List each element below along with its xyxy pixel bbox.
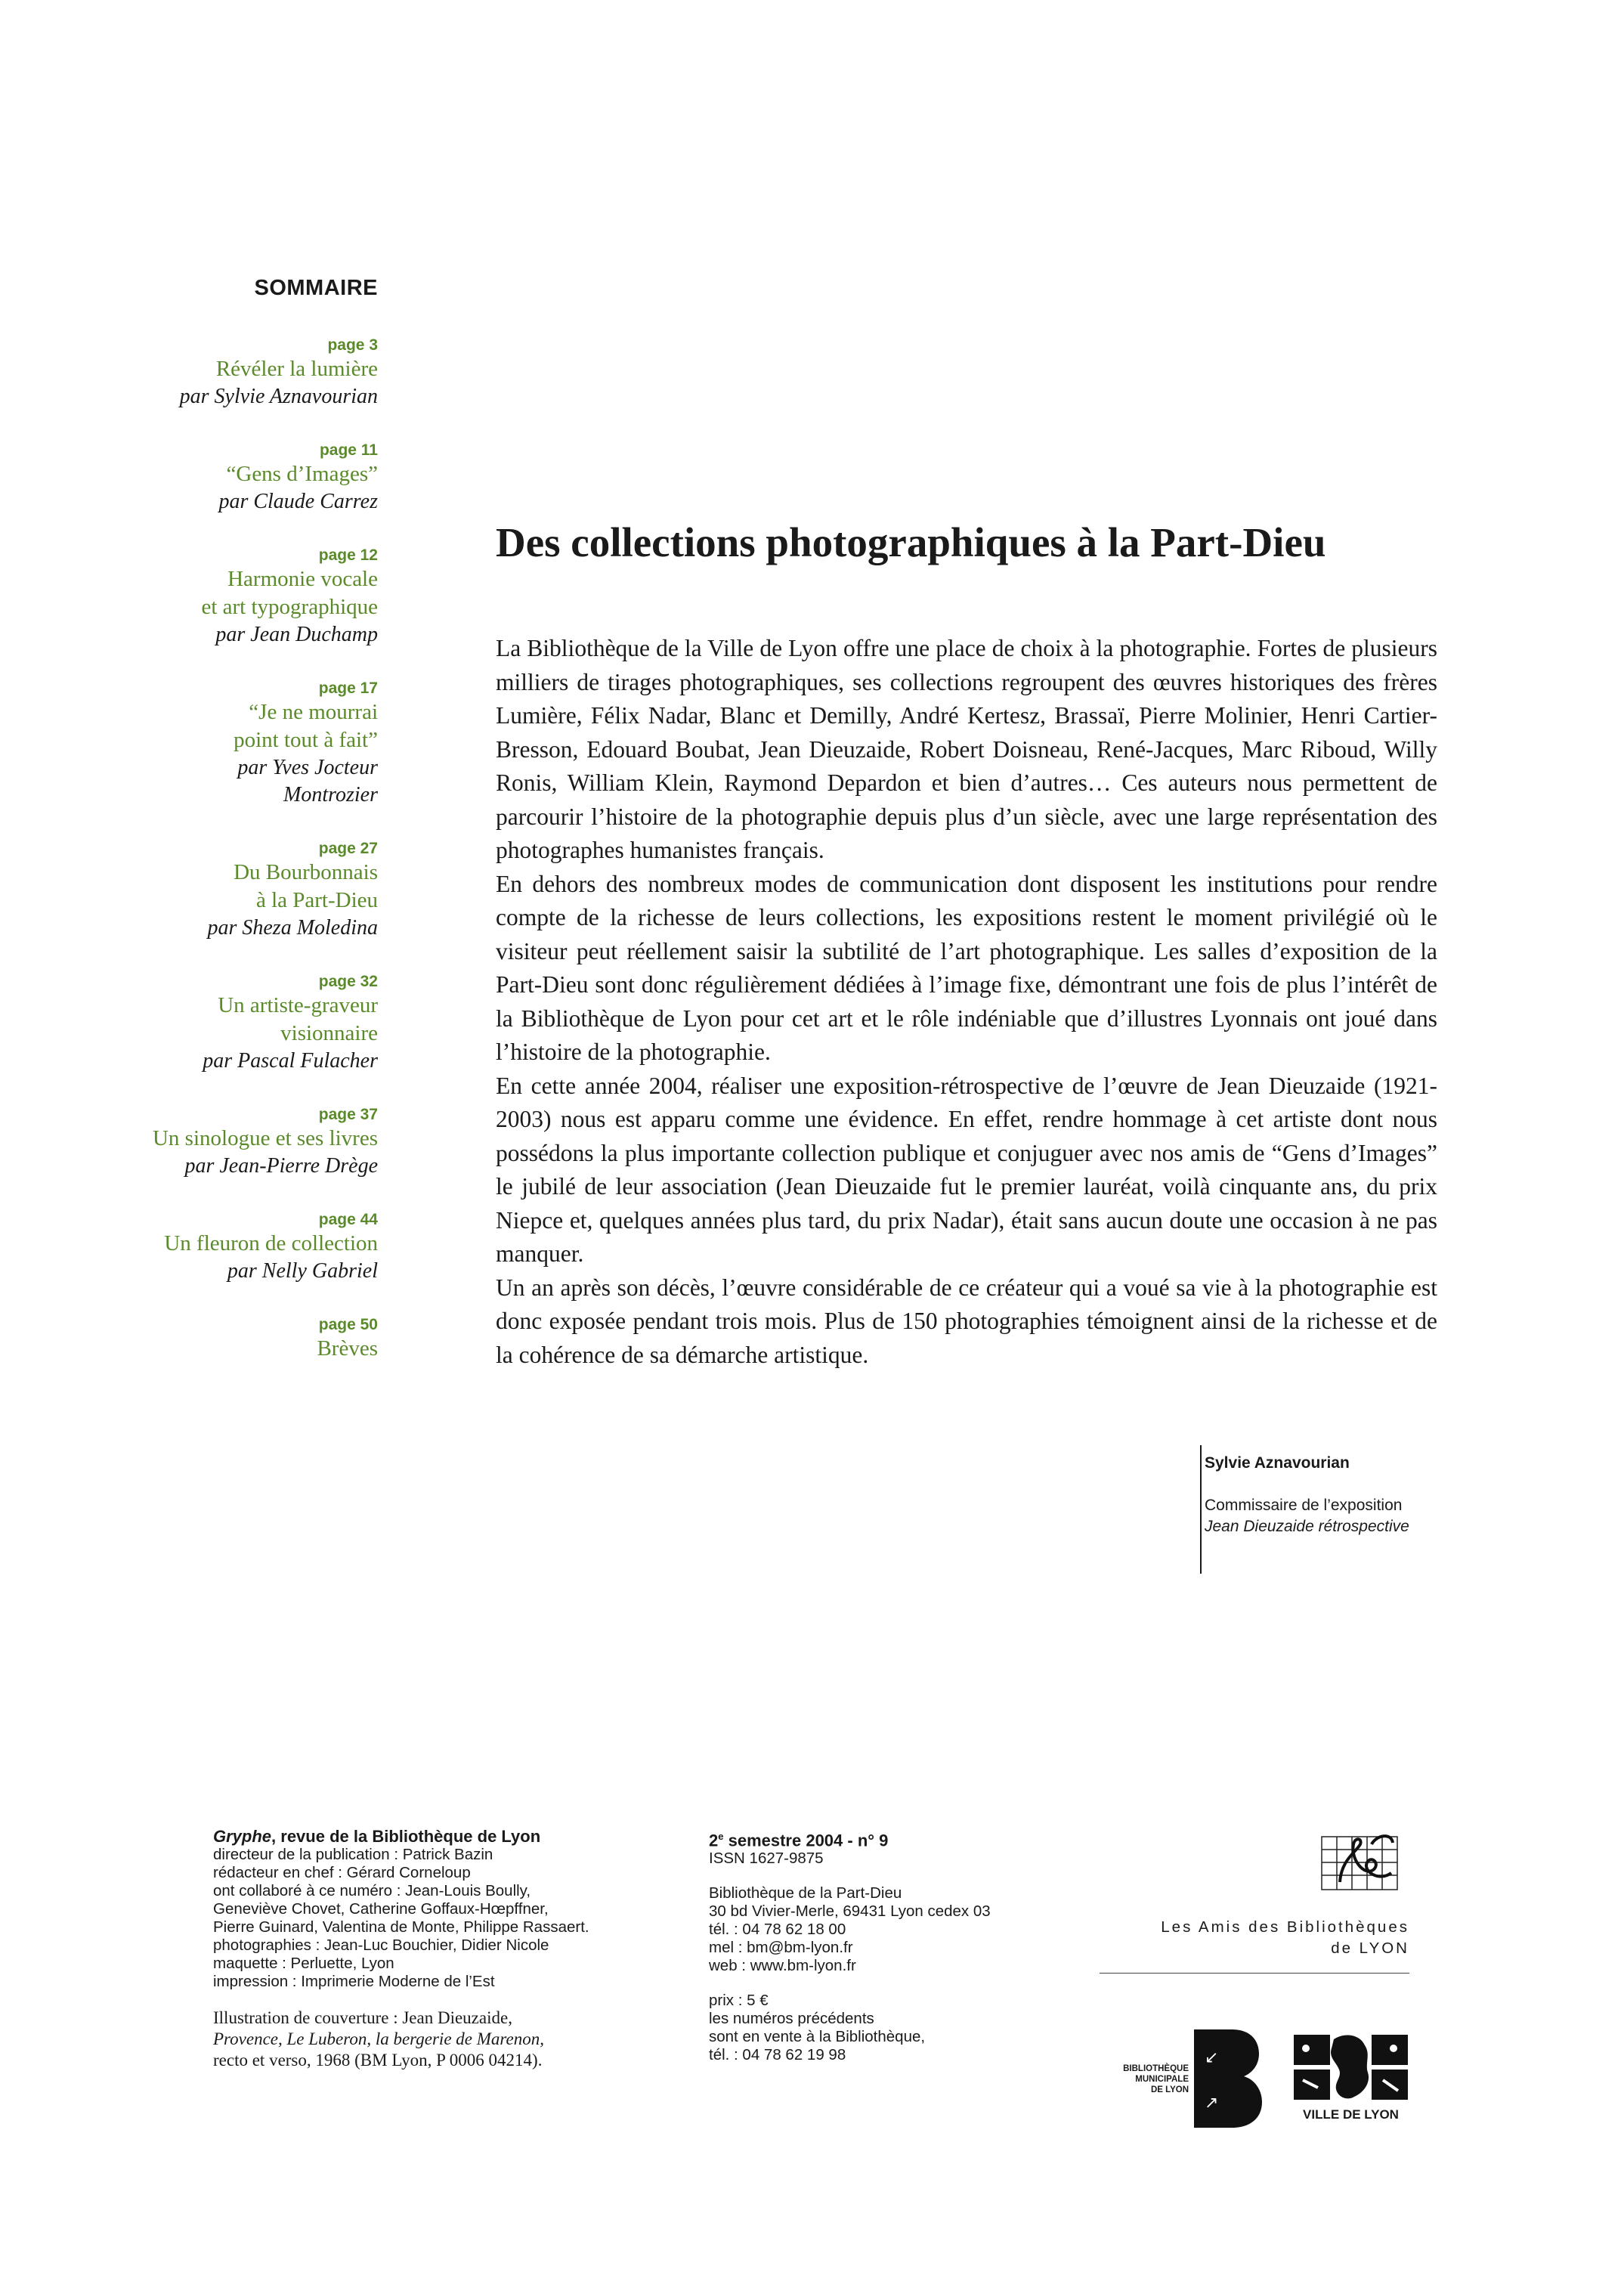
toc-page-number: page 11 <box>319 441 378 459</box>
credit-line: photographies : Jean-Luc Bouchier, Didier Nicole <box>213 1936 549 1954</box>
cover-credit <box>213 2008 651 2071</box>
article-body <box>496 632 1437 1372</box>
price-line: les numéros précédents <box>709 2010 874 2028</box>
price-line: prix : 5 € <box>709 1992 769 2010</box>
toc-entry[interactable] <box>98 839 378 942</box>
journal-name: Gryphe <box>213 1827 272 1846</box>
toc-title: Un artiste-graveur <box>218 993 378 1017</box>
toc-page-number: page 17 <box>318 680 378 697</box>
bm-name-line: DE LYON <box>1150 2085 1189 2094</box>
toc-title: point tout à fait” <box>234 728 378 752</box>
toc-entry[interactable] <box>98 441 378 515</box>
ville-de-lyon-logo <box>1292 2032 1413 2130</box>
toc-author: par Jean Duchamp <box>215 623 378 646</box>
toc-entry[interactable] <box>98 1105 378 1180</box>
bm-name <box>1096 2063 1189 2095</box>
credit-line: Geneviève Chovet, Catherine Goffaux-Hœpffner, <box>213 1900 549 1918</box>
toc-author: par Sylvie Aznavourian <box>179 385 378 408</box>
toc-page-number: page 3 <box>327 336 378 354</box>
svg-text:↙: ↙ <box>1205 2048 1219 2067</box>
toc-title: Un sinologue et ses livres <box>152 1126 378 1150</box>
toc-title: visionnaire <box>280 1021 378 1045</box>
journal-subtitle: , revue de la Bibliothèque de Lyon <box>271 1827 541 1846</box>
toc-author: par Sheza Moledina <box>207 916 378 940</box>
credit-line: ont collaboré à ce numéro : Jean-Louis Boully, <box>213 1882 531 1899</box>
toc-page-number: page 32 <box>318 973 378 990</box>
issue-semester-rest: semestre 2004 - n° 9 <box>723 1831 889 1850</box>
toc-author: par Nelly Gabriel <box>227 1259 378 1283</box>
signature-name: Sylvie Aznavourian <box>1205 1454 1350 1472</box>
address-line: 30 bd Vivier-Merle, 69431 Lyon cedex 03 <box>709 1902 991 1921</box>
signature-role: Commissaire de l’exposition <box>1205 1497 1403 1514</box>
cover-credit-line: recto et verso, 1968 (BM Lyon, P 0006 04214). <box>213 2051 543 2070</box>
credit-line: Pierre Guinard, Valentina de Monte, Philippe Rassaert. <box>213 1918 589 1936</box>
toc-author: Montrozier <box>283 783 378 806</box>
credit-line: maquette : Perluette, Lyon <box>213 1955 394 1972</box>
price-line: sont en vente à la Bibliothèque, <box>709 2028 926 2046</box>
toc-page-number: page 44 <box>318 1211 378 1228</box>
colophon <box>213 1828 651 2071</box>
credit-line: impression : Imprimerie Moderne de l’Est <box>213 1973 495 1990</box>
article-signature <box>1200 1445 1409 1574</box>
credit-line: directeur de la publication : Patrick Bazin <box>213 1846 493 1863</box>
toc-title: Harmonie vocale <box>227 567 378 591</box>
web-link[interactable]: web : www.bm-lyon.fr <box>709 1957 856 1975</box>
article-paragraph: La Bibliothèque de la Ville de Lyon offre une place de choix à la photographie. Fortes de plusieurs milliers de tirages photographiques, ses collections regroupent des œuvres historiques des frères Lumière, Félix Nadar, Blanc et Demilly, André Kertesz, Brassaï, Pierre Molinier, Henri Cartier-Bresson, Edouard Boubat, Jean Dieuzaide, Robert Doisneau, René-Jacques, Marc Riboud, Willy Ronis, William Klein, Raymond Depardon et bien d’autres… Ces auteurs nous permettent de parcourir l’histoire de la photographie depuis plus d’un siècle, avec une large représentation des photographes humanistes français. <box>496 635 1437 863</box>
issue-info <box>709 1828 1072 2064</box>
toc-page-number: page 12 <box>318 546 378 564</box>
toc-entry[interactable] <box>98 1315 378 1363</box>
issue-semester-number: 2 <box>709 1831 719 1850</box>
toc-entry[interactable] <box>98 336 378 410</box>
credit-line: rédacteur en chef : Gérard Corneloup <box>213 1864 471 1881</box>
toc-page-number: page 50 <box>318 1316 378 1333</box>
toc-title: Révéler la lumière <box>215 357 378 381</box>
issn: ISSN 1627-9875 <box>709 1850 824 1868</box>
svg-text:↗: ↗ <box>1205 2094 1219 2113</box>
article-paragraph: En dehors des nombreux modes de communication dont disposent les institutions pour rendre compte de la richesse de leurs collections, les expositions restent le moment privilégié où le visiteur peut réellement saisir la subtilité de l’art photographique. Les salles d’exposition de la Part-Dieu sont donc régulièrement dédiées à l’image fixe, démontrant une fois de plus l’intérêt de la Bibliothèque de Lyon pour cet art et le rôle indéniable que d’illustres Lyonnais ont joué dans l’histoire de la photographie. <box>496 870 1437 1065</box>
cover-credit-line: Provence, Le Luberon, la bergerie de Marenon, <box>213 2029 544 2048</box>
article-paragraph: En cette année 2004, réaliser une exposition-rétrospective de l’œuvre de Jean Dieuzaide (1921-2003) nous est apparu comme une évidence. En effet, rendre hommage à cet artiste dont nous possédons la plus importante collection publique et conjuguer avec nos amis de “Gens d’Images” le jubilé de leur association (Jean Dieuzaide fut le premier lauréat, voilà cinquante ans, du prix Niepce et, quelques années plus tard, du prix Nadar), était sans aucun doute une occasion à ne pas manquer. <box>496 1072 1437 1267</box>
address-block <box>709 1884 1072 1975</box>
amis-name-line: Les Amis des Bibliothèques <box>1161 1918 1409 1936</box>
amis-monogram-icon <box>1319 1829 1402 1893</box>
email-link[interactable]: mel : bm@bm-lyon.fr <box>709 1939 853 1957</box>
toc-author: par Jean-Pierre Drège <box>184 1154 378 1178</box>
bm-name-line: BIBLIOTHÈQUE <box>1123 2064 1189 2073</box>
toc-title: Du Bourbonnais <box>234 860 378 884</box>
bm-name-line: MUNICIPALE <box>1135 2075 1189 2084</box>
toc-heading: SOMMAIRE <box>254 276 378 300</box>
toc-author: par Pascal Fulacher <box>203 1049 378 1073</box>
toc-entry[interactable] <box>98 679 378 809</box>
article-title: Des collections photographiques à la Part-Dieu <box>496 519 1326 565</box>
divider <box>1100 1973 1409 1974</box>
address-line: Bibliothèque de la Part-Dieu <box>709 1884 902 1902</box>
lion-icon <box>1292 2032 1409 2104</box>
phone: tél. : 04 78 62 18 00 <box>709 1921 846 1939</box>
toc-page-number: page 27 <box>318 840 378 857</box>
bm-b-icon <box>1194 2029 1262 2128</box>
toc-entry[interactable] <box>98 546 378 649</box>
issue-label <box>709 1828 1072 1850</box>
cover-credit-line: Illustration de couverture : Jean Dieuzaide, <box>213 2008 512 2027</box>
price-line: tél. : 04 78 62 19 98 <box>709 2046 846 2064</box>
amis-name-line: de LYON <box>1331 1940 1409 1957</box>
toc-title: à la Part-Dieu <box>255 888 378 912</box>
toc-entry[interactable] <box>98 1210 378 1285</box>
toc-title: et art typographique <box>201 595 378 619</box>
toc-title: “Je ne mourrai <box>249 700 378 724</box>
toc-title: Un fleuron de collection <box>164 1231 378 1255</box>
toc-title: Brèves <box>317 1336 378 1361</box>
journal-title <box>213 1828 651 1846</box>
toc-author: par Claude Carrez <box>218 490 378 513</box>
toc-author: par Yves Jocteur <box>237 756 378 779</box>
toc-entry[interactable] <box>98 972 378 1075</box>
price-block <box>709 1992 1072 2064</box>
table-of-contents <box>98 276 378 1393</box>
toc-page-number: page 37 <box>318 1106 378 1123</box>
toc-title: “Gens d’Images” <box>226 462 378 486</box>
ville-name: VILLE DE LYON <box>1303 2107 1399 2122</box>
signature-exhibition: Jean Dieuzaide rétrospective <box>1205 1518 1409 1535</box>
issue-semester-sup: e <box>718 1831 724 1842</box>
bibliotheque-municipale-logo <box>1096 2029 1262 2128</box>
article-paragraph: Un an après son décès, l’œuvre considérable de ce créateur qui a voué sa vie à la photographie est donc exposée pendant trois mois. Plus de 150 photographies témoignent ainsi de la richesse et de la cohérence de sa démarche artistique. <box>496 1274 1437 1368</box>
amis-name <box>1100 1917 1409 1959</box>
